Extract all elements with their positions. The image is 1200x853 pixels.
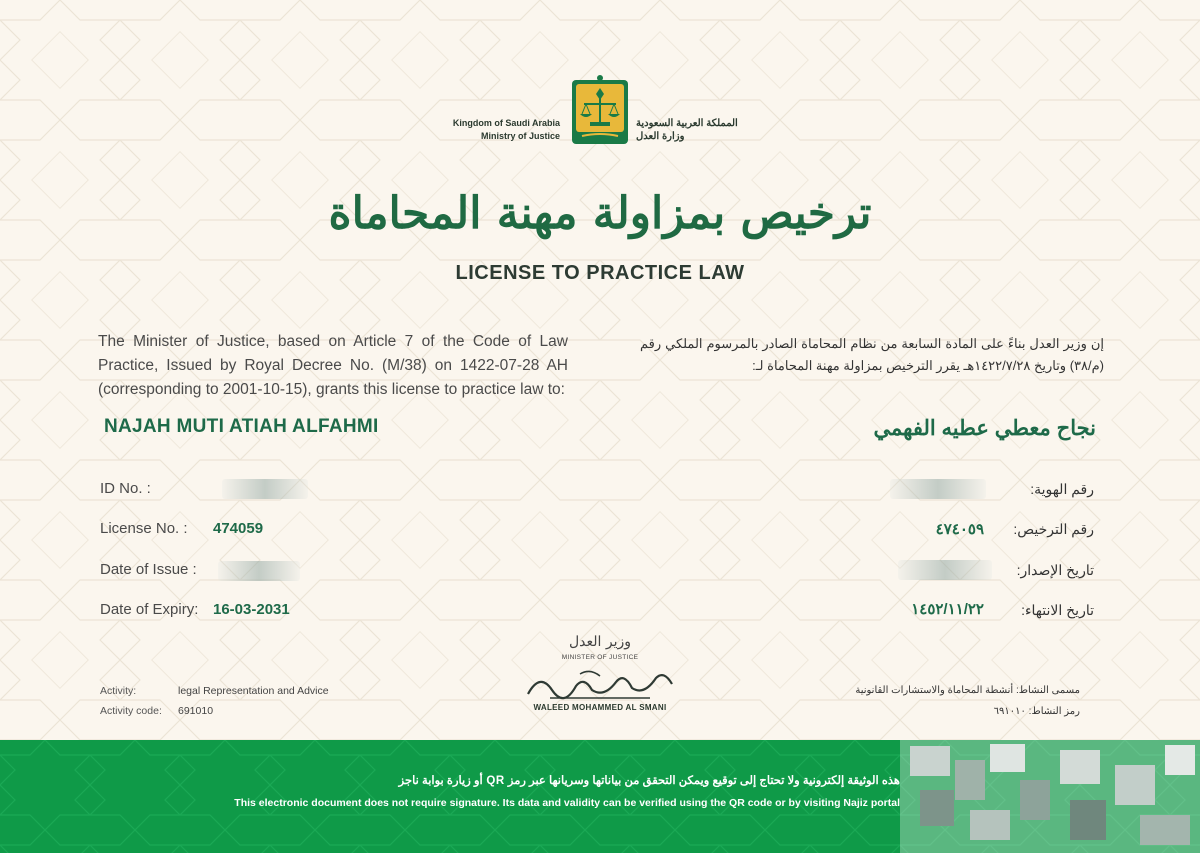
holder-name-en: NAJAH MUTI ATIAH ALFAHMI <box>104 416 379 437</box>
expiry-date-label-ar: تاريخ الانتهاء: <box>1021 602 1094 618</box>
issue-date-label-ar: تاريخ الإصدار: <box>1016 562 1094 578</box>
activity-value: legal Representation and Advice <box>178 685 329 697</box>
id-label-ar: رقم الهوية: <box>1030 481 1094 497</box>
country-name-en: Kingdom of Saudi Arabia Ministry of Justice <box>452 118 560 141</box>
license-value-en: 474059 <box>213 520 264 537</box>
expiry-date-value-ar: ١٤٥٢/١١/٢٢ <box>911 601 984 618</box>
verification-note-en: This electronic document does not require signature. Its data and validity can be verified using the QR code or by visiting Najiz portal <box>234 797 900 809</box>
footer-band <box>0 740 1200 853</box>
grant-statement-ar: إن وزير العدل بناءً على المادة السابعة من نظام المحاماة الصادر بالمرسوم الملكي رقم (م/٣٨) وتاريخ ١٤٢٢/٧/٢٨هـ يقرر الترخيص بمزاولة مهنة المحاماة لـ: <box>640 336 1104 373</box>
license-value-ar: ٤٧٤٠٥٩ <box>935 521 984 538</box>
ministry-of-justice-emblem-icon <box>568 74 632 148</box>
license-label-en: License No. : <box>100 520 188 537</box>
issue-date-redacted-ar <box>898 560 992 580</box>
signature-icon <box>520 664 680 704</box>
qr-code-icon[interactable] <box>900 740 1200 853</box>
verification-note-ar: هذه الوثيقة إلكترونية ولا تحتاج إلى توقيع ويمكن التحقق من بياناتها وسريانها عبر رمز QR أو زيارة بوابة ناجز <box>398 775 900 787</box>
license-title-en: LICENSE TO PRACTICE LAW <box>455 262 745 284</box>
activity-ar: مسمى النشاط: أنشطة المحاماة والاستشارات القانونية <box>855 685 1080 696</box>
signer-name-en: WALEED MOHAMMED AL SMANI <box>533 703 667 712</box>
id-value-redacted <box>222 479 308 499</box>
id-label-en: ID No. : <box>100 480 151 497</box>
expiry-date-label-en: Date of Expiry: <box>100 601 199 618</box>
id-value-redacted-ar <box>890 479 986 499</box>
minister-title-ar: وزير العدل <box>568 634 632 650</box>
issue-date-redacted-en <box>218 561 300 581</box>
license-label-ar: رقم الترخيص: <box>1013 521 1094 537</box>
holder-name-ar: نجاح معطي عطيه الفهمي <box>873 417 1096 440</box>
country-name-ar: المملكة العربية السعودية وزارة العدل <box>636 118 738 142</box>
license-title-ar: ترخيص بمزاولة مهنة المحاماة <box>328 188 872 239</box>
activity-code-label: Activity code: <box>100 705 162 717</box>
grant-statement-en: The Minister of Justice, based on Article 7 of the Code of Law Practice, Issued by Royal Decree No. (M/38) on 1422-07-28 AH (corresponding to 2001-10-15), grants this license to practice law to: <box>98 333 568 398</box>
expiry-date-value-en: 16-03-2031 <box>213 601 290 618</box>
activity-label: Activity: <box>100 685 137 697</box>
issue-date-label-en: Date of Issue : <box>100 561 197 578</box>
minister-title-en: MINISTER OF JUSTICE <box>561 654 639 661</box>
activity-code-ar: رمز النشاط: ٦٩١٠١٠ <box>993 706 1080 717</box>
activity-code-value: 691010 <box>178 705 214 717</box>
